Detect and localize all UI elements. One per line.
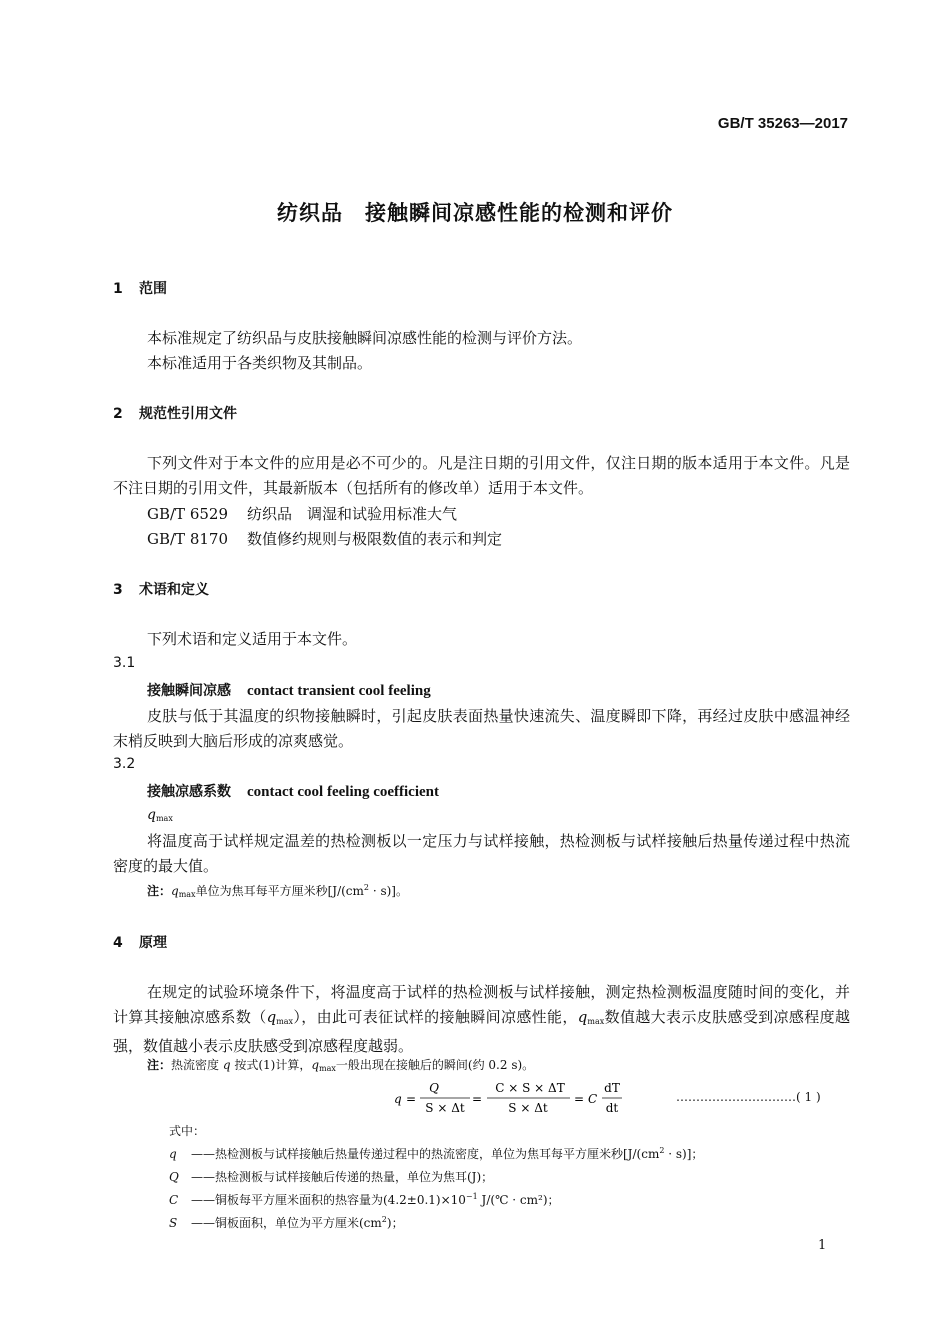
- section-number: 1: [113, 281, 123, 297]
- symbol-subscript: max: [319, 1064, 336, 1073]
- terms-intro: 下列术语和定义适用于本文件。: [147, 630, 358, 648]
- symbol-subscript: max: [178, 890, 196, 899]
- principle-text: ），由此可表征试样的接触瞬间凉感性能，: [293, 1008, 578, 1026]
- note-label: 注：: [147, 1058, 172, 1072]
- symbol-subscript: max: [587, 1017, 605, 1026]
- principle-paragraph: [113, 980, 850, 1059]
- formula-equals: =: [472, 1092, 483, 1106]
- scope-paragraph-2: 本标准适用于各类织物及其制品。: [147, 354, 373, 372]
- variable-symbol: q: [169, 1147, 177, 1161]
- term-3-2-note: [147, 882, 408, 899]
- term-3-2-definition: 将温度高于试样规定温差的热检测板以一定压力与试样接触，热检测板与试样接触后热量传递过程中热流密度的最大值。: [113, 832, 850, 875]
- reference-title: 数值修约规则与极限数值的表示和判定: [247, 530, 503, 548]
- variable-item: [169, 1145, 703, 1162]
- variable-text-end: )；: [386, 1216, 404, 1230]
- section-2-heading: [113, 403, 237, 423]
- variable-symbol: C: [169, 1193, 179, 1207]
- term-symbol: [147, 807, 173, 823]
- variable-text: ——热检测板与试样接触后热量传递过程中的热流密度，单位为焦耳每平方厘米秒[J/(cm: [191, 1147, 660, 1161]
- reference-item: [147, 503, 457, 524]
- formula-f1-denominator: S × Δt: [425, 1101, 465, 1115]
- variable-item: [169, 1168, 493, 1185]
- variable-item: [169, 1214, 404, 1231]
- note-text: 一般出现在接触后的瞬间(约 0.2 s)。: [335, 1058, 535, 1072]
- note-text-end: · s)]。: [369, 884, 408, 898]
- principle-text: 数值越大表示皮肤感受到凉感程度越强，数值越小表示皮肤感受到凉感程度越弱。: [113, 1008, 850, 1055]
- section-title: 原理: [139, 935, 167, 951]
- variable-item: [169, 1191, 560, 1208]
- section-title: 术语和定义: [139, 582, 209, 598]
- symbol-q: q: [577, 1008, 588, 1026]
- term-3-1-heading: [147, 680, 431, 700]
- reference-title: 纺织品 调湿和试验用标准大气: [247, 505, 458, 523]
- section-1-heading: [113, 278, 167, 298]
- note-label: 注：: [147, 884, 172, 898]
- superscript: 2: [363, 883, 369, 892]
- term-english: contact transient cool feeling: [247, 683, 431, 699]
- section-4-heading: [113, 932, 167, 952]
- section-title: 范围: [139, 281, 167, 297]
- term-3-1-definition: 皮肤与低于其温度的织物接触瞬时，引起皮肤表面热量快速流失、温度瞬即下降，再经过皮肤中感温神经末梢反映到大脑后形成的凉爽感觉。: [113, 707, 850, 750]
- variable-text-end: J/(℃ · cm²)；: [477, 1193, 560, 1207]
- term-3-2-number: 3.2: [113, 756, 136, 772]
- section-number: 4: [113, 935, 123, 951]
- section-number: 2: [113, 406, 123, 422]
- section-number: 3: [113, 582, 123, 598]
- note-text: 按式(1)计算，: [230, 1058, 312, 1072]
- term-chinese: 接触瞬间凉感: [147, 683, 231, 699]
- variable-text: ——热检测板与试样接触后传递的热量，单位为焦耳(J)；: [191, 1170, 494, 1184]
- formula-constant-c: C: [588, 1092, 598, 1106]
- formula-equals: =: [574, 1092, 585, 1106]
- variable-text-end: · s)]；: [664, 1147, 704, 1161]
- formula-svg: [390, 1078, 640, 1120]
- principle-text: 在规定的试验环境条件下，将温度高于试样的热检测板与试样接触，测定热检测板温度随时间的变化，并计算其接触凉感系数（: [113, 983, 850, 1026]
- term-english: contact cool feeling coefficient: [247, 784, 440, 800]
- principle-note: [147, 1056, 534, 1073]
- section-title: 规范性引用文件: [139, 406, 237, 422]
- formula-number: …………………………( 1 ): [676, 1090, 821, 1104]
- formula-f2-numerator: C × S × ΔT: [495, 1081, 565, 1095]
- symbol-q: q: [171, 884, 179, 898]
- superscript: −1: [465, 1192, 478, 1201]
- symbol-subscript: max: [155, 814, 173, 823]
- term-3-2-heading: [147, 781, 439, 801]
- variable-symbol: Q: [169, 1170, 179, 1184]
- symbol-subscript: max: [276, 1017, 294, 1026]
- term-chinese: 接触凉感系数: [147, 784, 231, 800]
- where-label: 式中：: [169, 1124, 206, 1138]
- reference-item: [147, 528, 502, 549]
- standard-code: GB/T 35263—2017: [717, 115, 848, 132]
- variable-text: ——铜板面积，单位为平方厘米(cm: [191, 1216, 382, 1230]
- superscript: 2: [381, 1215, 387, 1224]
- formula-f3-numerator: dT: [604, 1081, 620, 1095]
- references-paragraph: 下列文件对于本文件的应用是必不可少的。凡是注日期的引用文件，仅注日期的版本适用于本文件。凡是不注日期的引用文件，其最新版本（包括所有的修改单）适用于本文件。: [113, 454, 850, 497]
- superscript: 2: [659, 1146, 665, 1155]
- term-3-1-number: 3.1: [113, 655, 136, 671]
- note-text: 单位为焦耳每平方厘米秒[J/(cm: [195, 884, 364, 898]
- formula-lhs: q: [394, 1092, 402, 1106]
- section-3-heading: [113, 579, 209, 599]
- formula-f2-denominator: S × Δt: [508, 1101, 548, 1115]
- scope-paragraph-1: 本标准规定了纺织品与皮肤接触瞬间凉感性能的检测与评价方法。: [147, 329, 583, 347]
- reference-code: GB/T 6529: [147, 505, 229, 523]
- symbol-q: q: [147, 807, 156, 823]
- formula-f1-numerator: Q: [429, 1081, 439, 1095]
- reference-code: GB/T 8170: [147, 530, 229, 548]
- document-title: 纺织品 接触瞬间凉感性能的检测和评价: [277, 201, 673, 225]
- symbol-q: q: [222, 1058, 231, 1072]
- variable-text: ——铜板每平方厘米面积的热容量为(4.2±0.1)×10: [191, 1193, 466, 1207]
- page-number: 1: [818, 1238, 827, 1253]
- formula-equals: =: [406, 1092, 417, 1106]
- symbol-q: q: [311, 1058, 320, 1072]
- note-text: 热流密度: [171, 1058, 223, 1072]
- formula-f3-denominator: dt: [605, 1101, 619, 1115]
- variable-symbol: S: [169, 1216, 178, 1230]
- symbol-q: q: [266, 1008, 277, 1026]
